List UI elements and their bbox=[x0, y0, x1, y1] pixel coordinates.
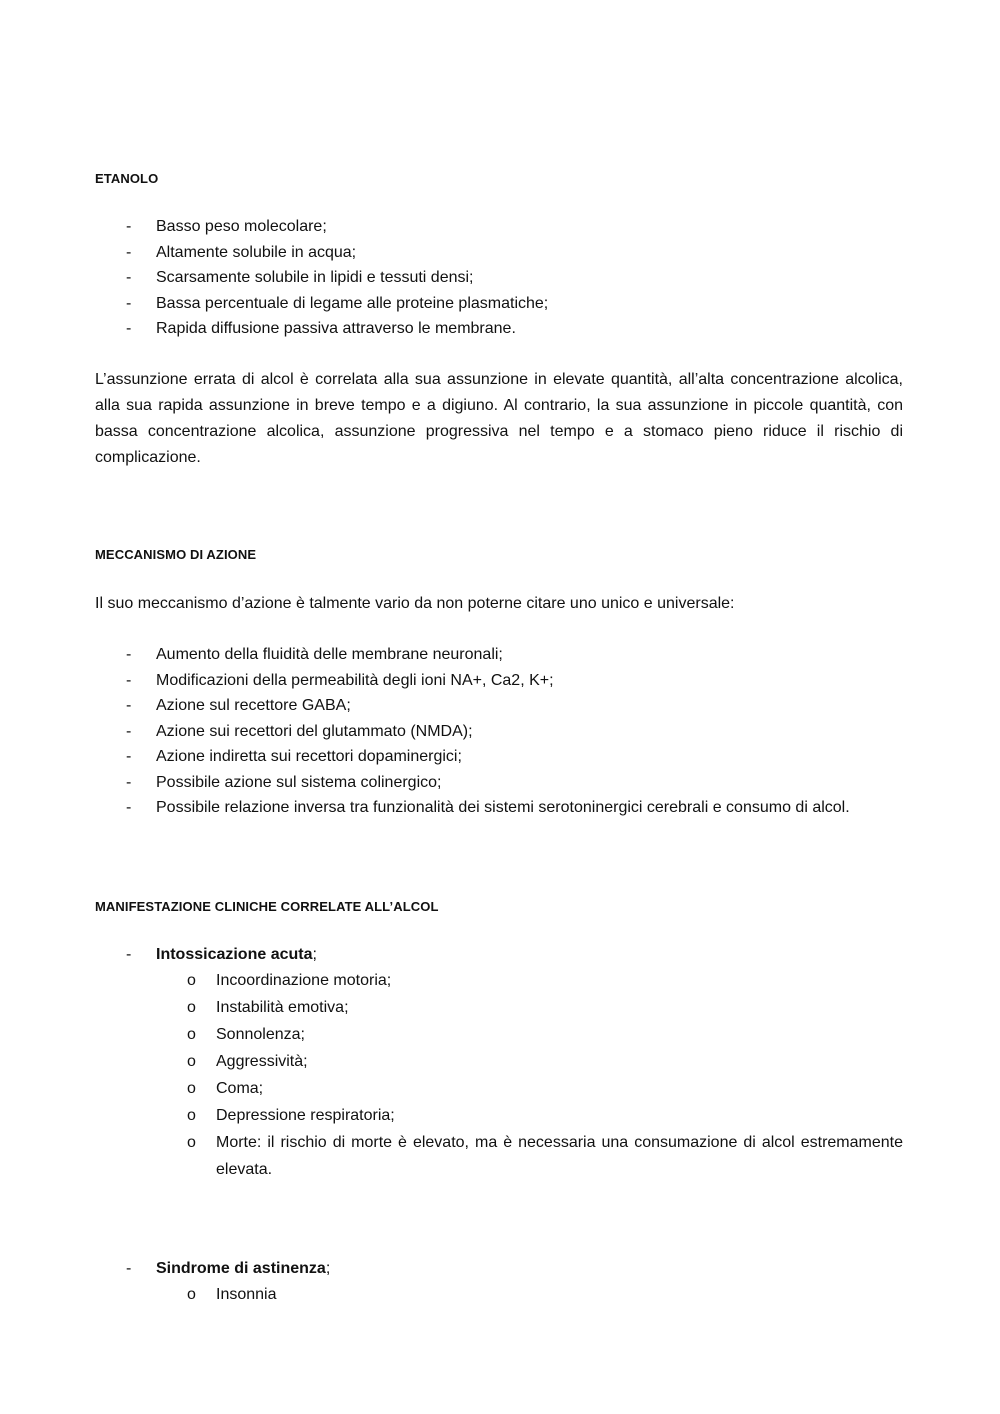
list-item: o Morte: il rischio di morte è elevato, ma è necessaria una consumazione di alcol estremamente elevata. bbox=[95, 1130, 903, 1183]
dash-bullet: - bbox=[126, 722, 132, 740]
list-item: - Possibile relazione inversa tra funzionalità dei sistemi serotoninergici cerebrali e consumo di alcol. bbox=[95, 795, 903, 821]
list-item: - Scarsamente solubile in lipidi e tessuti densi; bbox=[95, 265, 903, 291]
manifestazioni-group-2 bbox=[95, 1256, 903, 1282]
meccanismo-intro: Il suo meccanismo d’azione è talmente vario da non poterne citare uno unico e universale: bbox=[95, 595, 735, 612]
circle-bullet: o bbox=[187, 1053, 196, 1070]
section-title-meccanismo: MECCANISMO DI AZIONE bbox=[95, 547, 257, 562]
list-item: - Azione sul recettore GABA; bbox=[95, 693, 903, 719]
list-item: - Possibile azione sul sistema colinergico; bbox=[95, 770, 903, 796]
dash-bullet: - bbox=[126, 243, 132, 261]
list-item: - Basso peso molecolare; bbox=[95, 214, 903, 240]
list-item: - Intossicazione acuta; bbox=[95, 942, 903, 968]
dash-bullet: - bbox=[126, 320, 132, 337]
circle-bullet: o bbox=[187, 972, 196, 989]
list-item: o Instabilità emotiva; bbox=[95, 995, 903, 1022]
list-item: - Bassa percentuale di legame alle proteine plasmatiche; bbox=[95, 291, 903, 317]
dash-bullet: - bbox=[126, 697, 132, 714]
circle-bullet: o bbox=[187, 1286, 196, 1303]
list-item: - Modificazioni della permeabilità degli ioni NA+, Ca2, K+; bbox=[95, 668, 903, 694]
dash-bullet: - bbox=[126, 269, 132, 286]
circle-bullet: o bbox=[187, 1080, 196, 1097]
dash-bullet: - bbox=[126, 799, 132, 816]
section-title-etanolo: ETANOLO bbox=[95, 171, 159, 186]
list-item: - Azione sui recettori del glutammato (NMDA); bbox=[95, 719, 903, 745]
etanolo-properties-list bbox=[95, 214, 903, 342]
dash-bullet: - bbox=[126, 946, 132, 963]
circle-bullet: o bbox=[187, 1026, 196, 1043]
list-item: o Coma; bbox=[95, 1076, 903, 1103]
circle-bullet: o bbox=[187, 1134, 196, 1151]
group-label: Sindrome di astinenza bbox=[156, 1260, 326, 1277]
list-item: - Rapida diffusione passiva attraverso le membrane. bbox=[95, 316, 903, 342]
list-item: o Sonnolenza; bbox=[95, 1022, 903, 1049]
meccanismo-list bbox=[95, 642, 903, 821]
list-item: o Incoordinazione motoria; bbox=[95, 968, 903, 995]
section-title-manifestazioni: MANIFESTAZIONE CLINICHE CORRELATE ALL’ALCOL bbox=[95, 899, 439, 914]
dash-bullet: - bbox=[126, 671, 132, 689]
list-item: - Sindrome di astinenza; bbox=[95, 1256, 903, 1282]
astinenza-sublist bbox=[95, 1282, 903, 1309]
document-page bbox=[95, 0, 903, 1414]
list-item: o Insonnia bbox=[95, 1282, 903, 1309]
list-item: o Depressione respiratoria; bbox=[95, 1103, 903, 1130]
list-item: - Aumento della fluidità delle membrane neuronali; bbox=[95, 642, 903, 668]
list-item: o Aggressività; bbox=[95, 1049, 903, 1076]
dash-bullet: - bbox=[126, 294, 132, 312]
intossicazione-sublist bbox=[95, 968, 903, 1183]
list-item: - Azione indiretta sui recettori dopaminergici; bbox=[95, 744, 903, 770]
group-label: Intossicazione acuta bbox=[156, 946, 313, 963]
dash-bullet: - bbox=[126, 646, 132, 663]
circle-bullet: o bbox=[187, 1107, 196, 1124]
circle-bullet: o bbox=[187, 999, 196, 1016]
etanolo-paragraph: L’assunzione errata di alcol è correlata alla sua assunzione in elevate quantità, all’alta concentrazione alcolica, alla sua rapida assunzione in breve tempo e a digiuno. Al contrario, la sua assunzione in piccole quantità, con bassa concentrazione alcolica, assunzione progressiva nel tempo e a stomaco pieno riduce il rischio di complicazione. bbox=[95, 371, 903, 466]
dash-bullet: - bbox=[126, 748, 132, 765]
dash-bullet: - bbox=[126, 218, 132, 235]
list-item: - Altamente solubile in acqua; bbox=[95, 240, 903, 266]
dash-bullet: - bbox=[126, 1260, 132, 1277]
dash-bullet: - bbox=[126, 773, 132, 791]
manifestazioni-group-1 bbox=[95, 942, 903, 968]
